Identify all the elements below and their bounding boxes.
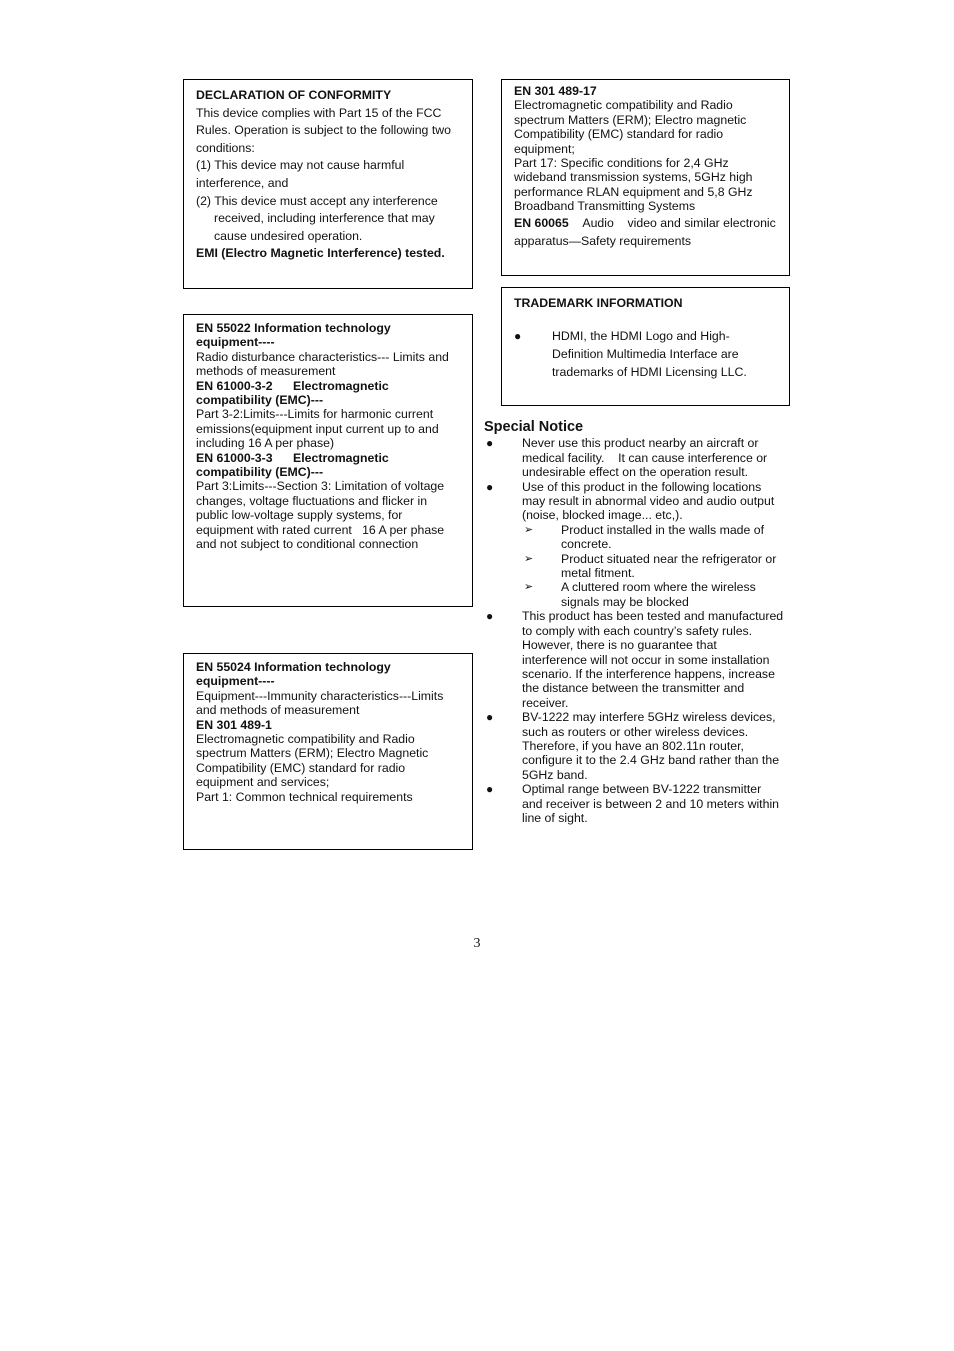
special-notice bbox=[484, 420, 784, 825]
arrow-bullet-icon: ➢ bbox=[524, 552, 534, 565]
bullet-icon: ● bbox=[486, 609, 494, 624]
en61000-3-3-heading: EN 61000-3-3 Electromagnetic compatibility (EMC)--- bbox=[196, 450, 389, 480]
notice-item bbox=[484, 782, 784, 825]
declaration-intro: This device complies with Part 15 of the FCC Rules. Operation is subject to the following two conditions: bbox=[196, 105, 451, 155]
en55022-heading: EN 55022 Information technology equipment---- bbox=[196, 321, 391, 350]
declaration-box bbox=[183, 79, 473, 289]
declaration-condition-1: (1) This device may not cause harmful interference, and bbox=[196, 158, 405, 190]
en55024-box bbox=[183, 653, 473, 850]
trademark-item bbox=[514, 328, 777, 381]
arrow-bullet-icon: ➢ bbox=[524, 581, 534, 594]
en55022-text: Radio disturbance characteristics--- Limits and methods of measurement bbox=[196, 349, 449, 379]
en301489-17-heading: EN 301 489-17 bbox=[514, 84, 597, 98]
notice-text: Never use this product nearby an aircraft or medical facility. It can cause interference or undesirable effect on the operation result. bbox=[522, 436, 768, 480]
notice-subtext: A cluttered room where the wireless signals may be blocked bbox=[561, 580, 756, 609]
declaration-title: DECLARATION OF CONFORMITY bbox=[196, 88, 392, 102]
notice-text: This product has been tested and manufactured to comply with each country’s safety rules. However, there is no guarantee that interference will not occur in some installation scenario. If the interference happens, increase the distance between the transmitter and receiver. bbox=[522, 609, 784, 710]
en61000-3-2-heading: EN 61000-3-2 Electromagnetic compatibility (EMC)--- bbox=[196, 378, 389, 408]
notice-subitem bbox=[484, 523, 784, 552]
notice-text: BV-1222 may interfere 5GHz wireless devices, such as routers or other wireless devices. Therefore, if you have an 802.11n router, configure it to the 2.4 GHz band rather than the 5GHz band. bbox=[522, 710, 780, 782]
notice-subitem bbox=[484, 580, 784, 609]
trademark-box bbox=[501, 287, 790, 406]
en60065-text: Audio video and similar electronic apparatus—Safety requirements bbox=[514, 215, 776, 249]
en55022-box bbox=[183, 314, 473, 607]
notice-item bbox=[484, 609, 784, 710]
notice-item bbox=[484, 436, 784, 479]
en301489-1-part: Part 1: Common technical requirements bbox=[196, 789, 413, 804]
notice-subitem bbox=[484, 552, 784, 581]
notice-text: Optimal range between BV-1222 transmitter and receiver is between 2 and 10 meters within line of sight. bbox=[522, 782, 780, 825]
emi-statement: EMI (Electro Magnetic Interference) tested. bbox=[196, 246, 445, 261]
page-number: 3 bbox=[473, 936, 481, 951]
en301489-17-text: Electromagnetic compatibility and Radio spectrum Matters (ERM); Electro magnetic Compatibility (EMC) standard for radio equipment; bbox=[514, 98, 747, 156]
en55024-heading: EN 55024 Information technology equipment---- bbox=[196, 660, 391, 689]
special-notice-title: Special Notice bbox=[484, 419, 584, 435]
bullet-icon: ● bbox=[486, 479, 494, 494]
en301489-17-part: Part 17: Specific conditions for 2,4 GHz wideband transmission systems, 5GHz high performance RLAN equipment and 5,8 GHz Broadband Transmitting Systems bbox=[514, 156, 753, 214]
notice-item bbox=[484, 480, 784, 523]
notice-text: Use of this product in the following locations may result in abnormal video and audio output (noise, blocked image... etc,). bbox=[522, 479, 775, 523]
bullet-icon: ● bbox=[486, 782, 494, 797]
en55024-text: Equipment---Immunity characteristics---Limits and methods of measurement bbox=[196, 688, 444, 718]
notice-subtext: Product situated near the refrigerator or metal fitment. bbox=[561, 551, 777, 581]
en301489-17-box bbox=[501, 79, 790, 276]
bullet-icon: ● bbox=[486, 436, 494, 451]
notice-subtext: Product installed in the walls made of concrete. bbox=[561, 522, 765, 552]
bullet-icon: ● bbox=[486, 710, 494, 725]
trademark-text: HDMI, the HDMI Logo and High-Definition Multimedia Interface are trademarks of HDMI Licensing LLC. bbox=[552, 329, 747, 379]
en61000-3-2-text: Part 3-2:Limits---Limits for harmonic current emissions(equipment input current up to and including 16 A per phase) bbox=[196, 407, 439, 451]
en60065-code: EN 60065 bbox=[514, 215, 569, 230]
arrow-bullet-icon: ➢ bbox=[524, 523, 534, 536]
en301489-1-text: Electromagnetic compatibility and Radio spectrum Matters (ERM); Electro Magnetic Compatibility (EMC) standard for radio equipment and services; bbox=[196, 732, 429, 790]
declaration-condition-2: (2) This device must accept any interference received, including interference that may cause undesired operation. bbox=[196, 193, 438, 243]
trademark-title: TRADEMARK INFORMATION bbox=[514, 296, 683, 310]
en60065-line bbox=[514, 214, 777, 251]
en301489-1-heading: EN 301 489-1 bbox=[196, 717, 272, 732]
en61000-3-3-text: Part 3:Limits---Section 3: Limitation of voltage changes, voltage fluctuations and flicker in public low-voltage supply systems, for equipment with rated current 16 A per phase and not subject to conditional connection bbox=[196, 479, 445, 552]
bullet-icon: ● bbox=[514, 329, 522, 344]
notice-item bbox=[484, 710, 784, 782]
